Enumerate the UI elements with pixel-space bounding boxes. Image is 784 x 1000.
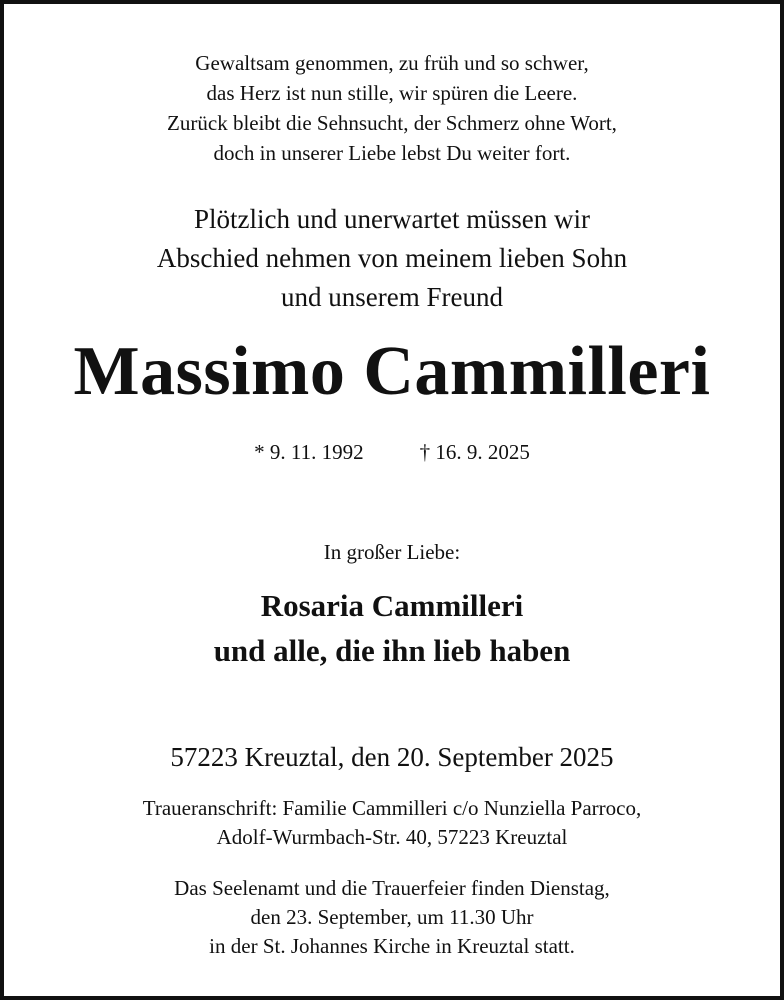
intro-line: und unserem Freund xyxy=(281,282,503,312)
mourning-address-line: Adolf-Wurmbach-Str. 40, 57223 Kreuztal xyxy=(216,825,568,849)
verse-line: Zurück bleibt die Sehnsucht, der Schmerz ohne Wort, xyxy=(167,111,617,135)
mourning-address-line: Traueranschrift: Familie Cammilleri c/o Nunziella Parroco, xyxy=(142,796,642,820)
love-line: In großer Liebe: xyxy=(323,540,461,564)
mourner-line: und alle, die ihn lieb haben xyxy=(213,633,571,668)
place-date: 57223 Kreuztal, den 20. September 2025 xyxy=(170,742,614,772)
verse-line: doch in unserer Liebe lebst Du weiter fort. xyxy=(213,141,571,165)
death-date: † 16. 9. 2025 xyxy=(419,440,530,464)
verse-line: das Herz ist nun stille, wir spüren die Leere. xyxy=(206,81,578,105)
service-line: Das Seelenamt und die Trauerfeier finden Dienstag, xyxy=(174,876,610,900)
mourner-line: Rosaria Cammilleri xyxy=(260,588,524,623)
intro-line: Abschied nehmen von meinem lieben Sohn xyxy=(156,243,628,273)
verse-line: Gewaltsam genommen, zu früh und so schwer, xyxy=(195,51,589,75)
service-line: den 23. September, um 11.30 Uhr xyxy=(250,905,534,929)
life-dates xyxy=(4,438,780,466)
intro-line: Plötzlich und unerwartet müssen wir xyxy=(194,204,590,234)
deceased-name: Massimo Cammilleri xyxy=(73,333,711,410)
birth-date: * 9. 11. 1992 xyxy=(254,440,364,464)
service-line: in der St. Johannes Kirche in Kreuztal statt. xyxy=(209,934,575,958)
